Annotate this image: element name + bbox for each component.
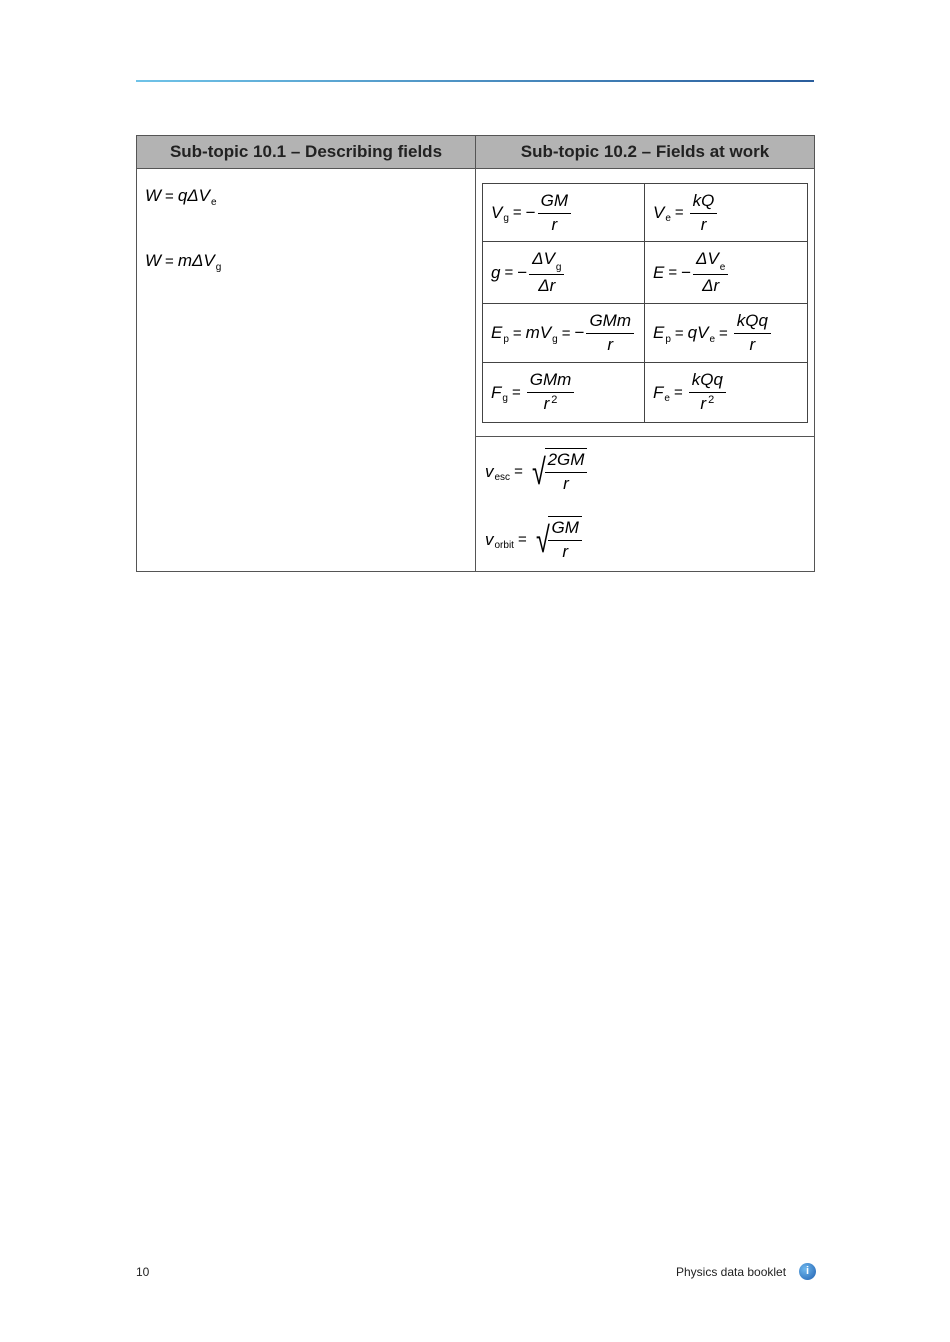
superscript: 2 [708, 393, 715, 406]
equals: = [674, 204, 684, 221]
sqrt [529, 448, 588, 495]
numerator: GMm [586, 310, 634, 334]
denominator: r [700, 214, 707, 234]
cell-gravitational-force [483, 363, 645, 422]
denominator: r [607, 335, 614, 354]
equals: = [511, 384, 521, 401]
cell-gravitational-field [483, 242, 645, 304]
page-number: 10 [136, 1265, 150, 1279]
denominator: r [563, 474, 569, 493]
column-divider [475, 136, 476, 571]
cell-electric-field [645, 242, 807, 304]
sqrt [533, 516, 582, 563]
equals: = [512, 324, 522, 342]
cell-electric-force [645, 363, 807, 422]
formula-work-gravity [145, 251, 221, 271]
header-rule [136, 80, 814, 82]
equals: = [504, 264, 514, 281]
minus: − [525, 202, 536, 222]
numerator: GM [538, 190, 571, 214]
equals: = [165, 252, 174, 270]
var: E [653, 323, 665, 342]
subscript: orbit [494, 540, 514, 551]
row-divider [476, 436, 814, 437]
equals: = [514, 463, 523, 480]
superscript: 2 [551, 393, 558, 406]
radical-sign: √ [535, 518, 550, 560]
denominator: Δr [538, 276, 556, 295]
subscript: e [665, 213, 671, 224]
subscript: g [503, 213, 509, 224]
equals: = [674, 324, 684, 342]
numerator: kQq [734, 310, 771, 334]
ib-logo-icon: i [799, 1263, 816, 1280]
equals: = [668, 264, 678, 281]
subscript: p [665, 333, 671, 345]
subscript: g [555, 262, 562, 273]
var: F [491, 382, 502, 402]
numerator: kQ [690, 190, 718, 214]
subscript: e [709, 333, 716, 345]
var: F [653, 382, 664, 402]
numerator: ΔV [532, 249, 555, 268]
equals: = [517, 531, 527, 548]
var: g [491, 262, 501, 282]
booklet-title: Physics data booklet [676, 1265, 787, 1279]
minus: − [574, 323, 585, 342]
equals: = [719, 324, 728, 342]
subscript: e [719, 262, 726, 273]
cell-gravitational-potential [483, 184, 645, 242]
numerator: 2GM [545, 449, 588, 473]
formula-table [136, 135, 815, 572]
var: W [145, 251, 162, 270]
formula-work-electric [145, 186, 217, 206]
header-subtopic-10-2: Sub-topic 10.2 – Fields at work [476, 136, 814, 169]
subscript: esc [494, 472, 511, 483]
denominator: r [700, 393, 707, 413]
header-subtopic-10-1: Sub-topic 10.1 – Describing fields [137, 136, 476, 169]
cell-gravitational-potential-energy [483, 304, 645, 363]
denominator: r [749, 335, 756, 354]
equals: = [673, 384, 683, 401]
formula-grid [482, 183, 808, 423]
subscript: e [664, 393, 670, 404]
numerator: kQq [689, 369, 726, 393]
var: V [491, 202, 503, 222]
var: v [485, 461, 494, 481]
var: W [145, 186, 162, 205]
denominator: Δr [702, 276, 720, 295]
minus: − [517, 262, 528, 282]
expr: qΔV [177, 186, 211, 205]
var: E [653, 262, 665, 282]
subscript: e [211, 196, 217, 208]
formula-escape-velocity [485, 448, 587, 495]
denominator: r [551, 214, 558, 234]
subscript: p [503, 333, 509, 345]
cell-electric-potential-energy [645, 304, 807, 363]
radical-sign: √ [531, 450, 546, 492]
equals: = [561, 324, 571, 342]
denominator: r [543, 393, 550, 413]
subscript: g [215, 261, 222, 273]
numerator: GM [548, 517, 581, 541]
equals: = [165, 187, 174, 205]
var: V [653, 202, 665, 222]
expr: mΔV [177, 251, 215, 270]
equals: = [512, 204, 522, 221]
subscript: g [552, 333, 558, 345]
numerator: GMm [527, 369, 575, 393]
formula-orbital-velocity [485, 516, 582, 563]
expr: mV [525, 323, 552, 342]
denominator: r [562, 542, 569, 561]
numerator: ΔV [696, 249, 719, 268]
minus: − [681, 262, 692, 282]
subscript: g [502, 393, 508, 404]
cell-electric-potential [645, 184, 807, 242]
var: E [491, 323, 503, 342]
expr: qV [687, 323, 709, 342]
var: v [485, 529, 494, 549]
